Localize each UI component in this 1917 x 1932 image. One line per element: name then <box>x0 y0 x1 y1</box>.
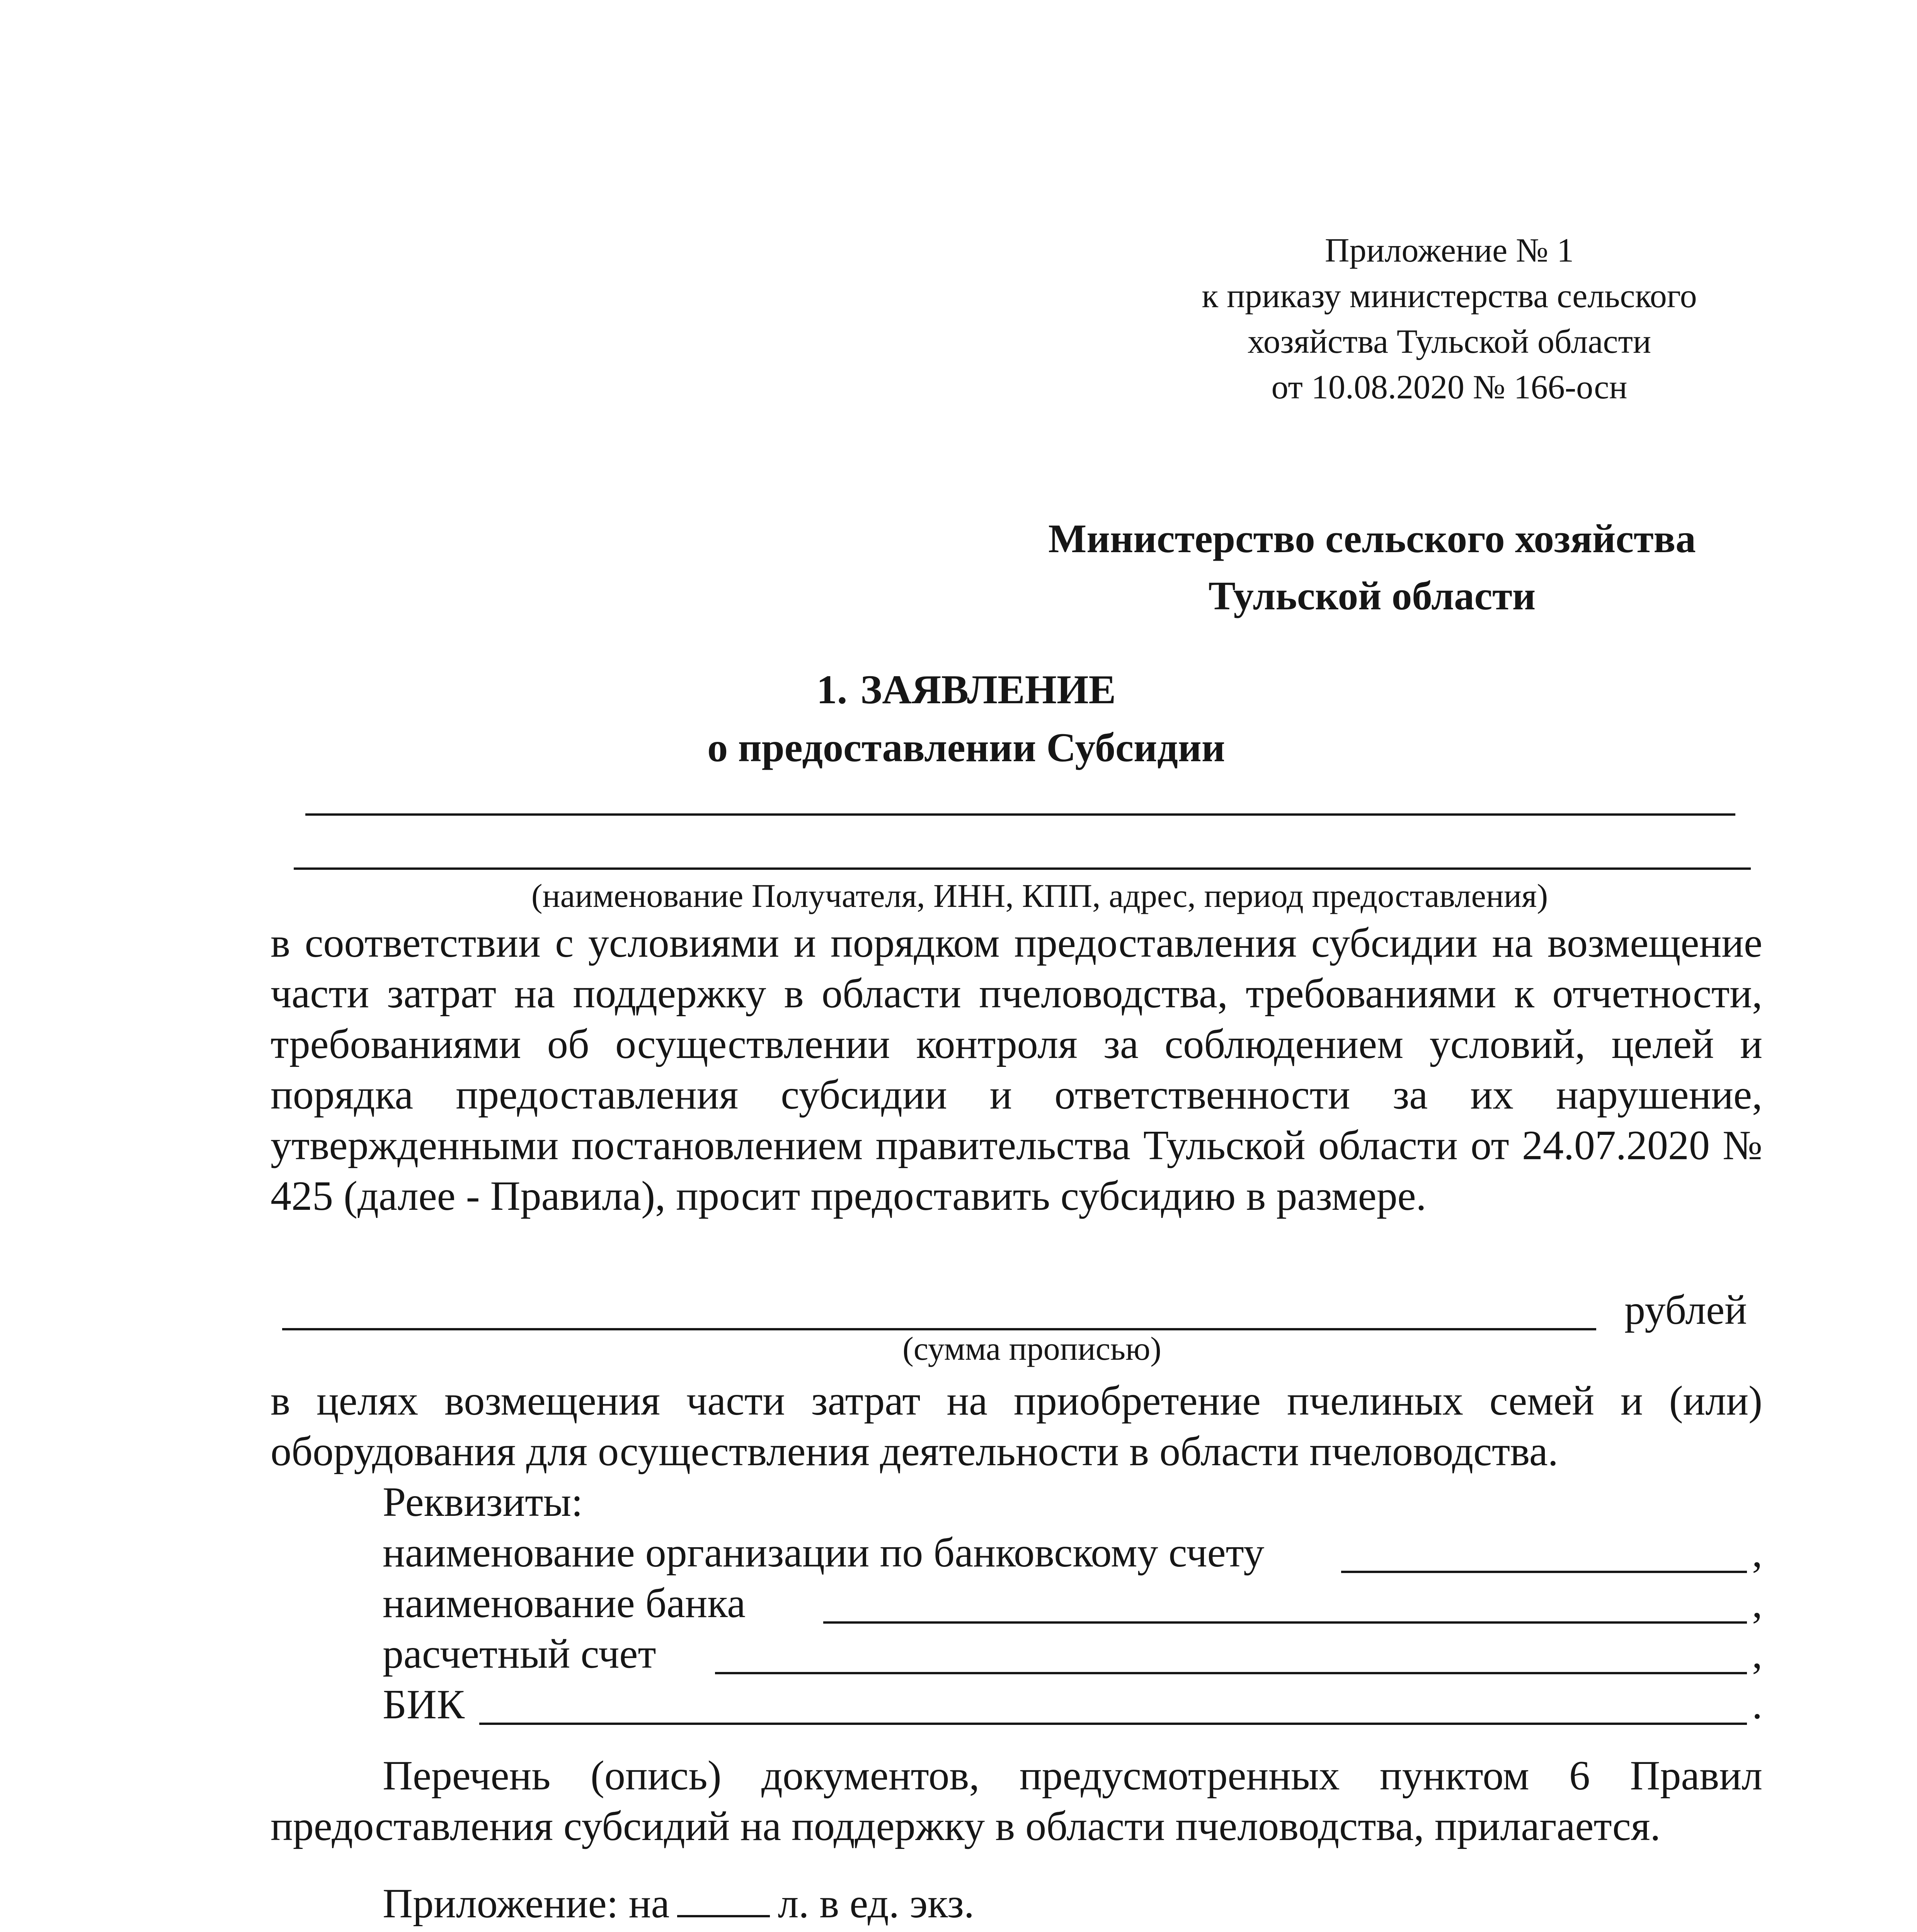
sum-unit: рублей <box>1624 1287 1747 1333</box>
requisite-row <box>383 1629 1762 1679</box>
goal-paragraph: в целях возмещения части затрат на приобретение пчелиных семей и (или) оборудования для осуществления деятельности в области пчеловодства. <box>271 1378 1762 1475</box>
requisite-label: расчетный счет <box>383 1631 656 1677</box>
requisite-label: наименование организации по банковскому счету <box>383 1530 1265 1576</box>
appendix-note <box>1121 228 1778 410</box>
requisites-heading-text: Реквизиты: <box>383 1479 583 1525</box>
appendix-line: Приложение № 1 <box>1325 232 1574 269</box>
document-title <box>271 661 1662 777</box>
addressee-line: Министерство сельского хозяйства <box>1048 516 1696 561</box>
appendix-line: к приказу министерства сельского <box>1202 277 1697 315</box>
sum-row <box>271 1285 1762 1335</box>
requisite-punct: , <box>1752 1580 1762 1626</box>
title-text: ЗАЯВЛЕНИЕ <box>860 667 1116 712</box>
bank-name-field[interactable] <box>823 1621 1747 1624</box>
sum-caption: (сумма прописью) <box>902 1330 1161 1367</box>
requisite-label: БИК <box>383 1682 465 1728</box>
appendix-line: хозяйства Тульской области <box>1247 323 1651 361</box>
requisite-punct: , <box>1752 1631 1762 1677</box>
addressee <box>966 510 1778 624</box>
title-number: 1. <box>816 667 848 712</box>
account-number-field[interactable] <box>715 1672 1747 1674</box>
attachment-prefix: Приложение: на <box>383 1881 670 1927</box>
requisite-punct: . <box>1752 1682 1762 1728</box>
attachment-suffix: л. в ед. экз. <box>778 1881 974 1927</box>
applicant-blank-line[interactable] <box>294 867 1751 870</box>
attachment-line <box>383 1878 1349 1929</box>
requisite-row <box>383 1527 1762 1578</box>
title-line <box>271 661 1662 719</box>
requisite-punct: , <box>1752 1530 1762 1576</box>
bik-field[interactable] <box>479 1723 1747 1725</box>
account-holder-field[interactable] <box>1341 1571 1747 1573</box>
requisite-label: наименование банка <box>383 1580 746 1626</box>
applicant-blank-line[interactable] <box>305 813 1735 816</box>
requisite-row <box>383 1578 1762 1629</box>
addressee-line: Тульской области <box>1208 573 1536 618</box>
applicant-caption: (наименование Получателя, ИНН, КПП, адрес, период предоставления) <box>531 877 1548 914</box>
requisites-heading <box>383 1477 1762 1527</box>
subtitle: о предоставлении Субсидии <box>707 725 1225 770</box>
documents-paragraph: Перечень (опись) документов, предусмотренных пунктом 6 Правил предоставления субсидий на поддержку в области пчеловодства, прилагается. <box>271 1753 1762 1849</box>
attachment-pages-field[interactable] <box>677 1878 770 1917</box>
appendix-line: от 10.08.2020 № 166-осн <box>1271 369 1628 406</box>
requisite-row <box>383 1679 1762 1730</box>
main-paragraph: в соответствии с условиями и порядком предоставления субсидии на возмещение части затрат на поддержку в области пчеловодства, требованиями к отчетности, требованиями об осуществлении контроля за соблюдением условий, целей и порядка предоставления субсидии и ответственности за их нарушение, утвержденными постановлением правительства Тульской области от 24.07.2020 № 425 (далее - Правила), просит предоставить субсидию в размере. <box>271 920 1762 1219</box>
